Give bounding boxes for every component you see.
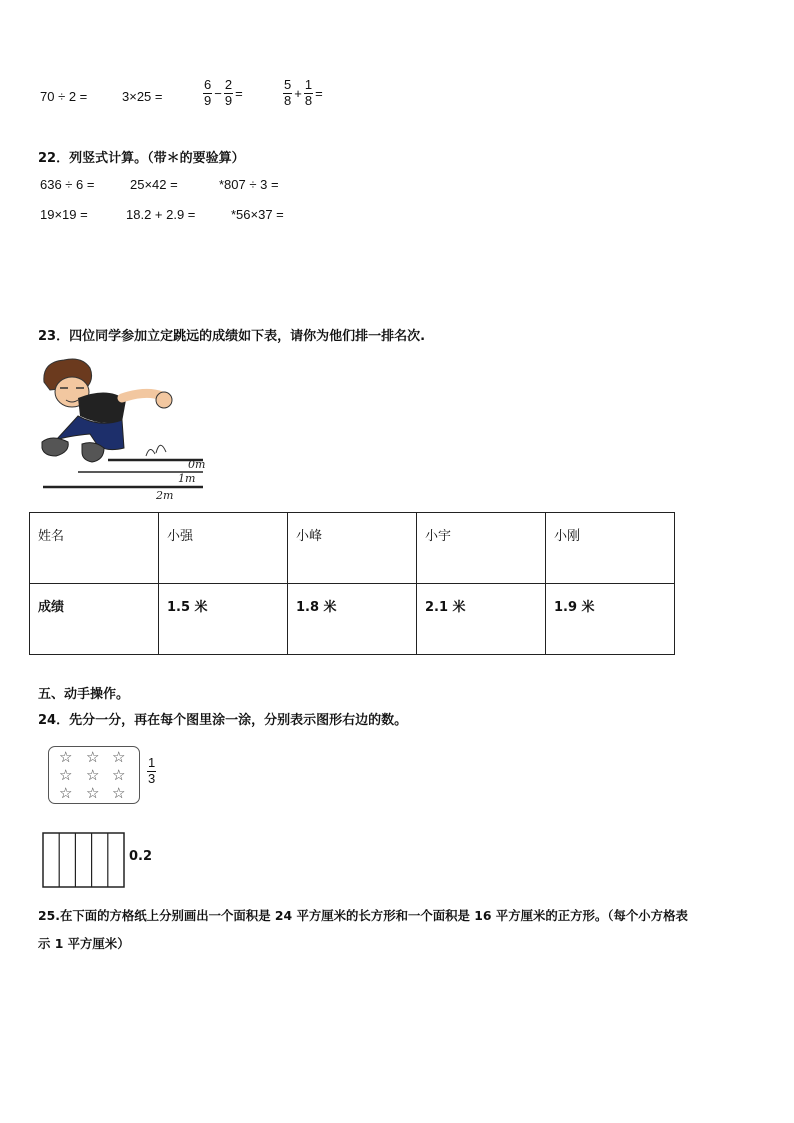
- fraction: $\frac{2}{9}$: [224, 77, 233, 108]
- star-icon: ☆: [112, 766, 126, 784]
- table-cell: 小宇: [417, 513, 546, 584]
- q22-expr: 25×42 =: [130, 177, 178, 192]
- table-cell: 小刚: [546, 513, 675, 584]
- fraction: $\frac{5}{8}$: [284, 77, 292, 108]
- mark-label-1: 1m: [178, 472, 196, 485]
- q23-heading: 23．四位同学参加立定跳远的成绩如下表，请你为他们排一排名次.: [38, 329, 426, 344]
- star-icon: ☆: [86, 784, 100, 802]
- q21-expr-2: 3×25 =: [122, 89, 163, 104]
- table-cell: 成绩: [30, 584, 159, 655]
- q22-expr: 18.2 + 2.9 =: [126, 207, 196, 222]
- mark-label-2: 2m: [156, 489, 174, 502]
- star-icon: ☆: [112, 748, 126, 766]
- fraction: $\frac{6}{9}$: [204, 77, 212, 108]
- star-icon: ☆: [86, 748, 100, 766]
- star-icon: ☆: [59, 766, 73, 784]
- star-box: [48, 746, 140, 804]
- table-row: [30, 584, 675, 655]
- table-cell: 1.8 米: [288, 584, 417, 655]
- table-cell: 2.1 米: [417, 584, 546, 655]
- q25-line-2: 示 1 平方厘米）: [38, 936, 130, 951]
- mark-label-0: 0m: [188, 458, 206, 471]
- table-cell: 小峰: [288, 513, 417, 584]
- q22-heading: 22．列竖式计算。（带＊的要验算）: [38, 151, 245, 166]
- fraction: $\frac{1}{8}$: [304, 77, 313, 108]
- q22-expr: *56×37 =: [231, 207, 284, 222]
- section-heading: 五、动手操作。: [38, 687, 130, 702]
- star-icon: ☆: [112, 784, 126, 802]
- five-part-rectangle: [42, 832, 126, 888]
- q21-expr-3: $\frac{6}{9}$ − $\frac{2}{9}$ =: [204, 77, 243, 108]
- q22-expr: 19×19 =: [40, 207, 88, 222]
- q22-expr: 636 ÷ 6 =: [40, 177, 95, 192]
- score-table: [29, 512, 675, 655]
- table-cell: 1.9 米: [546, 584, 675, 655]
- q25-line-1: 25.在下面的方格纸上分别画出一个面积是 24 平方厘米的长方形和一个面积是 16 平方厘米的正方形。（每个小方格表: [38, 908, 688, 923]
- q21-expr-4: $\frac{5}{8}$ + $\frac{1}{8}$ =: [284, 77, 323, 108]
- table-row: [30, 513, 675, 584]
- q24-heading: 24．先分一分，再在每个图里涂一涂，分别表示图形右边的数。: [38, 713, 408, 728]
- table-cell: 姓名: [30, 513, 159, 584]
- star-icon: ☆: [86, 766, 100, 784]
- q22-expr: *807 ÷ 3 =: [219, 177, 279, 192]
- decimal-label: 0.2: [129, 849, 153, 864]
- star-icon: ☆: [59, 784, 73, 802]
- table-cell: 1.5 米: [159, 584, 288, 655]
- fraction-one-third: $\frac{1}{3}$: [148, 755, 156, 786]
- star-icon: ☆: [59, 748, 73, 766]
- table-cell: 小强: [159, 513, 288, 584]
- q21-expr-1: 70 ÷ 2 =: [40, 89, 88, 104]
- long-jump-illustration: [38, 356, 213, 504]
